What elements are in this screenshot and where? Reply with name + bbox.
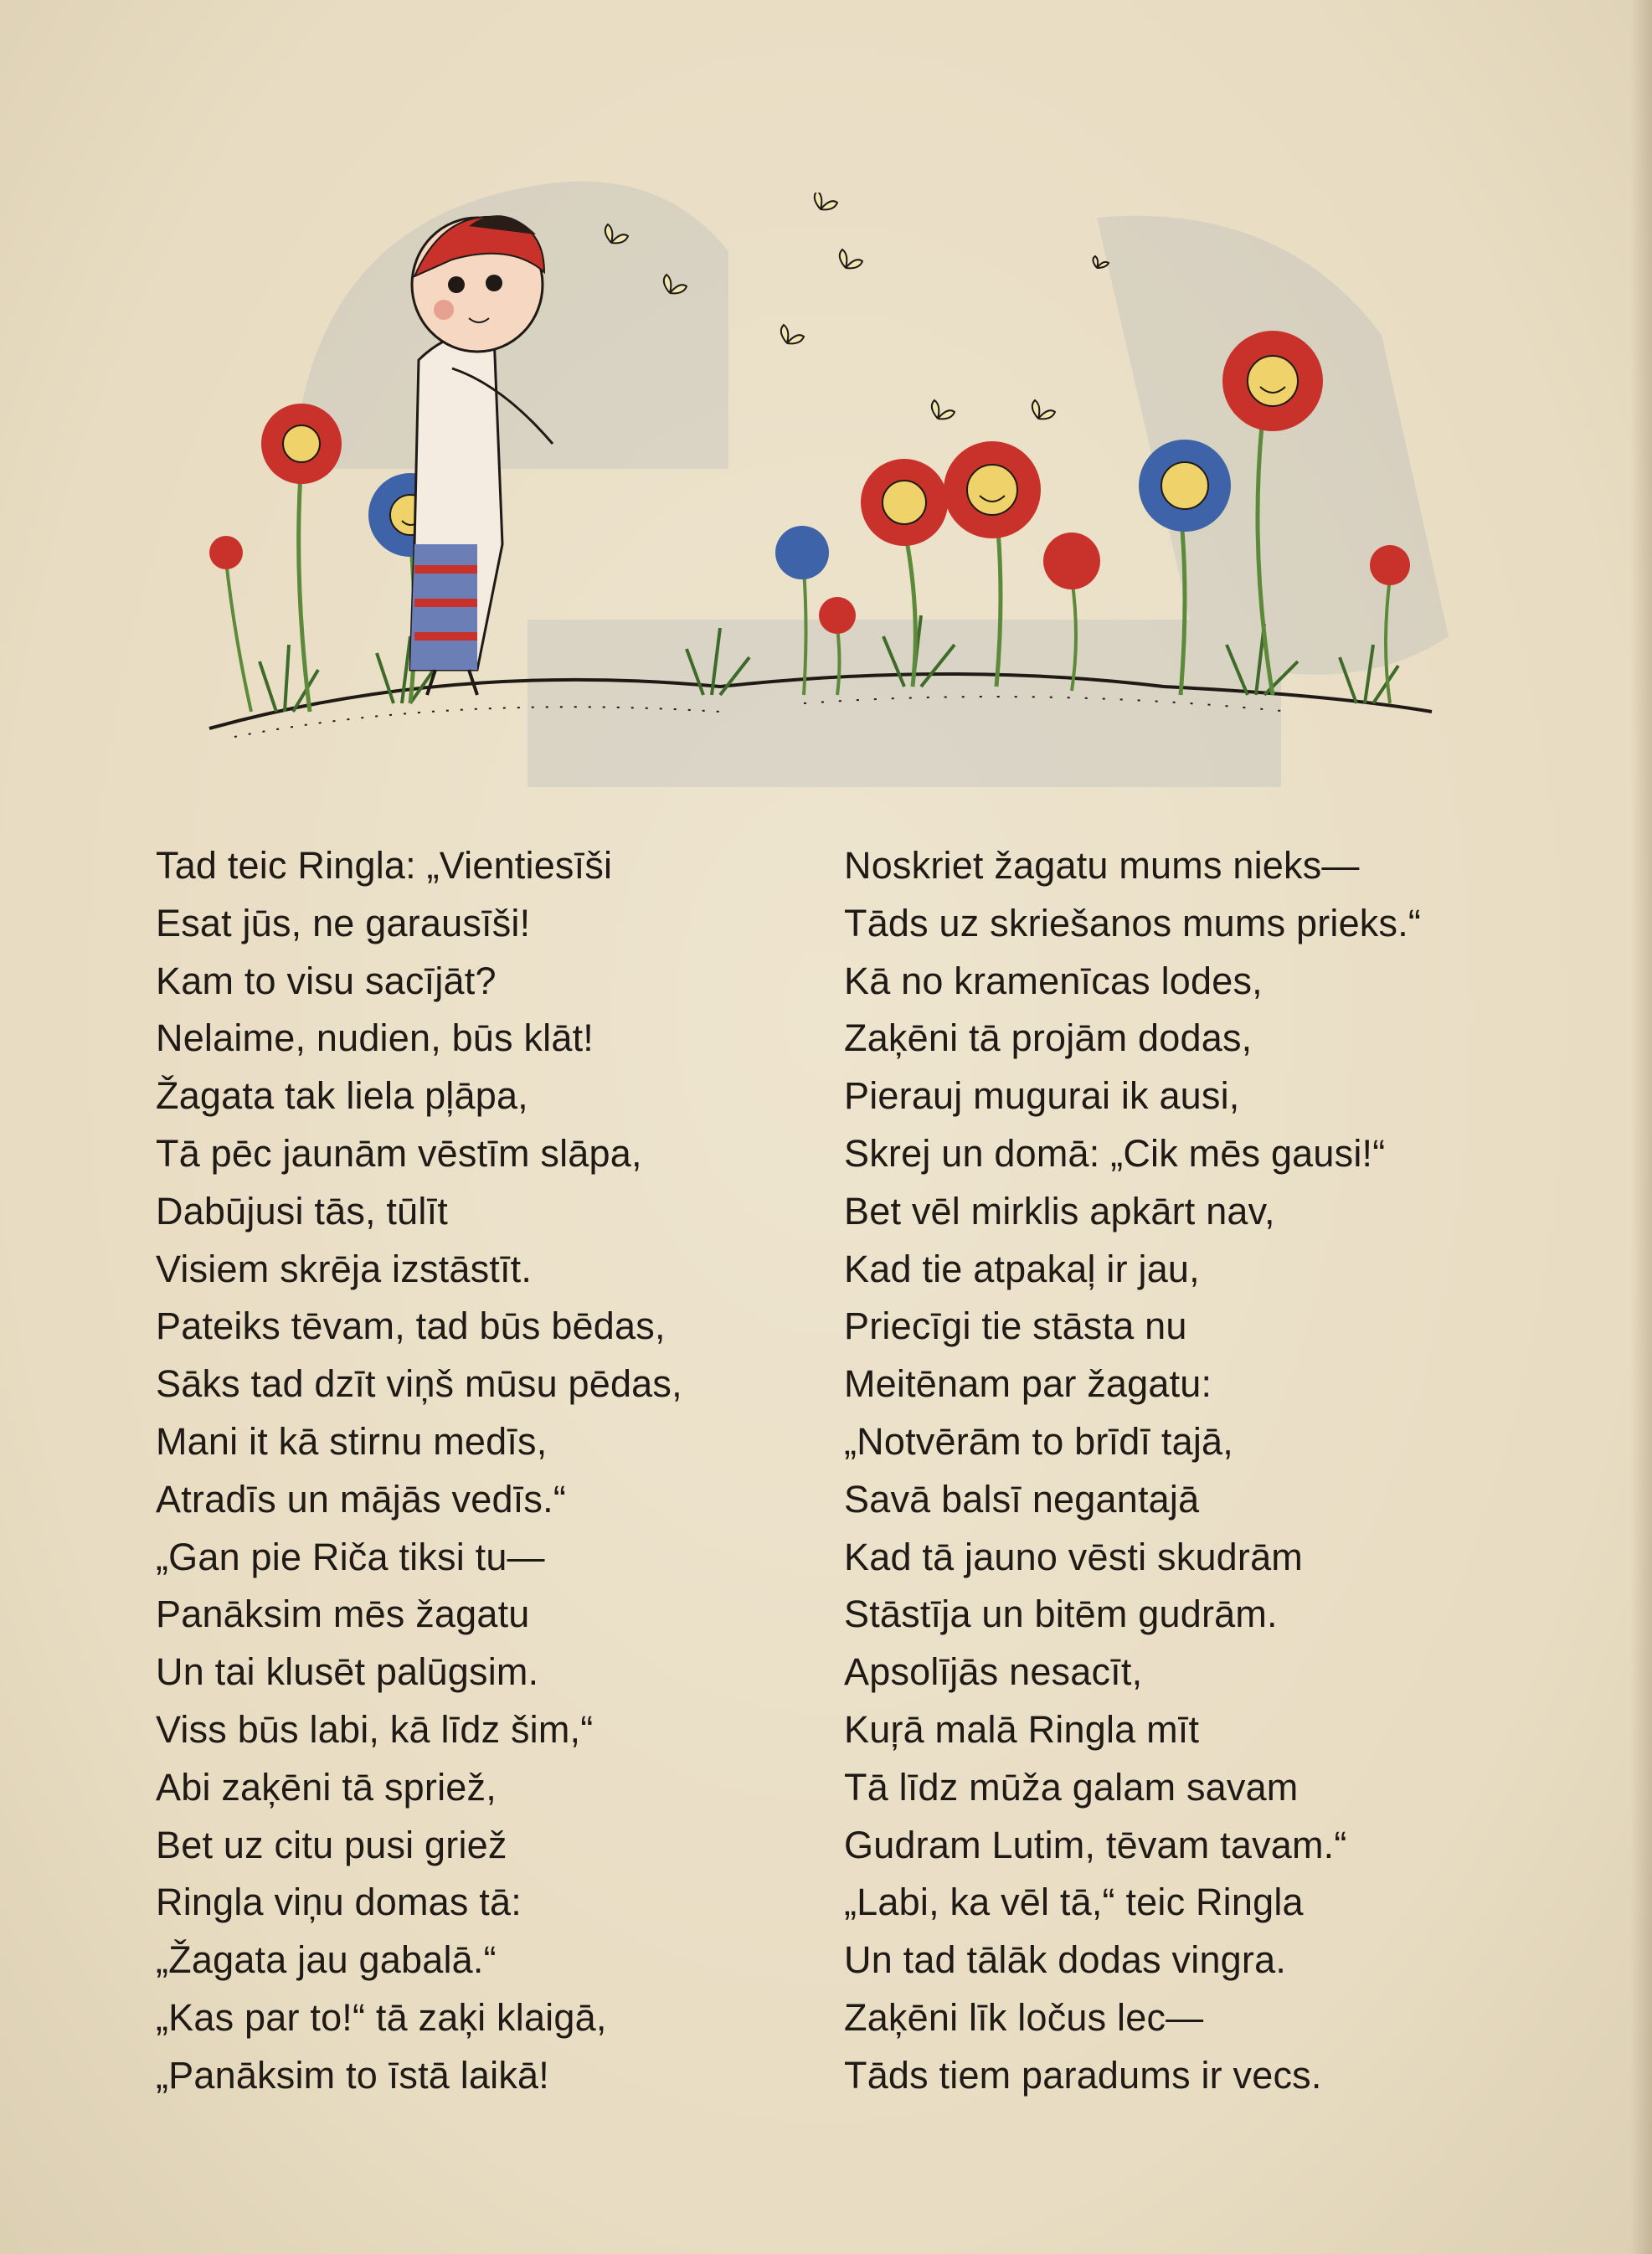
small-red-flower-middle [819, 597, 856, 695]
red-flower-left [261, 404, 342, 712]
poem-line: Visiem skrēja izstāstīt. [156, 1247, 533, 1290]
poem-line: Stāstīja un bitēm gudrām. [844, 1593, 1278, 1636]
poem-line: Tāds uz skriešanos mums prieks.“ [844, 901, 1422, 944]
poem-line: Sāks tad dzīt viņš mūsu pēdas, [156, 1362, 682, 1406]
poem-line: Kam to visu sacījāt? [156, 959, 497, 1002]
girl-figure [410, 215, 553, 695]
poem-line: „Gan pie Riča tiksi tu— [156, 1535, 545, 1578]
poem-line: Tā līdz mūža galam savam [844, 1765, 1299, 1809]
poem-line: Zaķēni tā projām dodas, [844, 1016, 1253, 1060]
poem-line: Viss būs labi, kā līdz šim,“ [156, 1707, 594, 1751]
poem-line: Tad teic Ringla: „Vientiesīši [156, 844, 613, 887]
poem-line: Un tai klusēt palūgsim. [156, 1650, 539, 1694]
red-flower-right-low [1043, 533, 1100, 691]
poem-line: Skrej un domā: „Cik mēs gausi!“ [844, 1131, 1386, 1175]
poem-line: Kad tie atpakaļ ir jau, [844, 1247, 1200, 1290]
poem-line: Atradīs un mājās vedīs.“ [156, 1477, 567, 1521]
poem-line: Kā no kramenīcas lodes, [844, 959, 1263, 1002]
poem-line: Zaķēni līk ločus lec— [844, 1995, 1204, 2039]
blue-flower-right [1139, 440, 1231, 695]
poem-line: „Žagata jau gabalā.“ [156, 1938, 497, 1982]
poem-line: Nelaime, nudien, būs klāt! [156, 1016, 594, 1060]
poem-line: Bet uz citu pusi griež [156, 1823, 507, 1866]
poem-line: Kad tā jauno vēsti skudrām [844, 1535, 1303, 1578]
poem-line: Esat jūs, ne garausīši! [156, 901, 531, 944]
girl-with-flowers-illustration [201, 193, 1440, 745]
red-flower-right [1222, 331, 1323, 695]
poem-line: Apsolījās nesacīt, [844, 1650, 1143, 1694]
poem-line: Meitēnam par žagatu: [844, 1362, 1212, 1406]
poem-line: Noskriet žagatu mums nieks— [844, 844, 1360, 887]
poem-line: Bet vēl mirklis apkārt nav, [844, 1189, 1275, 1232]
poem-line: Pateiks tēvam, tad būs bēdas, [156, 1305, 666, 1348]
poem-line: Ringla viņu domas tā: [156, 1881, 522, 1924]
poem-right-column [844, 837, 1480, 2105]
poem-line: Savā balsī negantajā [844, 1477, 1200, 1521]
poem-line: Pierauj mugurai ik ausi, [844, 1074, 1240, 1118]
poem-line: Gudram Lutim, tēvam tavam.“ [844, 1823, 1347, 1866]
red-flower-middle [861, 459, 948, 687]
poem-line: „Notvērām to brīdī tajā, [844, 1419, 1233, 1463]
poem-line: Tāds tiem paradums ir vecs. [844, 2053, 1322, 2097]
small-red-flower [209, 536, 251, 712]
poem-line: „Labi, ka vēl tā,“ teic Ringla [844, 1881, 1304, 1924]
poem-line: „Kas par to!“ tā zaķi klaigā, [156, 1995, 607, 2039]
poem-line: Panāksim mēs žagatu [156, 1593, 530, 1636]
poem-line: Kuŗā malā Ringla mīt [844, 1707, 1200, 1751]
poem-line: „Panāksim to īstā laikā! [156, 2053, 549, 2097]
poem-line: Mani it kā stirnu medīs, [156, 1419, 548, 1463]
poem-line: Dabūjusi tās, tūlīt [156, 1189, 448, 1232]
page-edge-shadow [1630, 0, 1652, 2254]
poem-line: Abi zaķēni tā spriež, [156, 1765, 497, 1809]
poem-left-column [156, 837, 792, 2105]
butterflies [605, 193, 1109, 419]
poem-line: Priecīgi tie stāsta nu [844, 1305, 1187, 1348]
red-flower-smiling [944, 441, 1041, 687]
poem-line: Un tad tālāk dodas vingra. [844, 1938, 1287, 1982]
poem-line: Tā pēc jaunām vēstīm slāpa, [156, 1131, 642, 1175]
poem-line: Žagata tak liela pļāpa, [156, 1074, 528, 1118]
